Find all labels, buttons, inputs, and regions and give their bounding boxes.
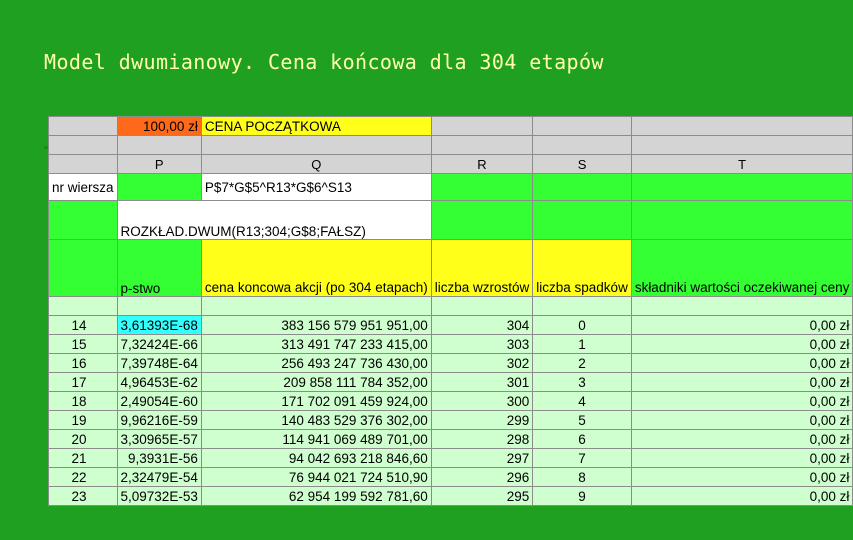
empty-cell xyxy=(201,297,431,316)
down-moves-cell[interactable]: 3 xyxy=(533,373,632,392)
empty-cell xyxy=(533,201,632,240)
table-row xyxy=(49,468,853,487)
table-row xyxy=(49,411,853,430)
down-moves-cell[interactable]: 5 xyxy=(533,411,632,430)
column-header-corner xyxy=(49,155,118,174)
down-moves-cell[interactable]: 9 xyxy=(533,487,632,506)
table-row xyxy=(49,487,853,506)
start-price-row xyxy=(49,117,853,136)
row-number-cell: 18 xyxy=(49,392,118,411)
probability-cell[interactable]: 9,3931E-56 xyxy=(117,449,201,468)
table-row xyxy=(49,316,853,335)
header-expected-value-components[interactable]: składniki wartości oczekiwanej ceny xyxy=(631,240,853,297)
up-moves-cell[interactable]: 302 xyxy=(431,354,533,373)
row-number-cell: 14 xyxy=(49,316,118,335)
empty-cell xyxy=(431,117,533,136)
slide-title: Model dwumianowy. Cena końcowa dla 304 etapów xyxy=(44,50,604,74)
probability-cell[interactable]: 5,09732E-53 xyxy=(117,487,201,506)
final-price-cell[interactable]: 313 491 747 233 415,00 xyxy=(201,335,431,354)
start-price-label[interactable]: CENA POCZĄTKOWA xyxy=(201,117,431,136)
up-moves-cell[interactable]: 296 xyxy=(431,468,533,487)
expected-value-cell[interactable]: 0,00 zł xyxy=(631,430,853,449)
row-label-header: nr wiersza xyxy=(49,174,118,201)
empty-cell xyxy=(533,117,632,136)
column-header-row xyxy=(49,155,853,174)
row-number-cell: 21 xyxy=(49,449,118,468)
spacer-row xyxy=(49,136,853,155)
final-price-cell[interactable]: 383 156 579 951 951,00 xyxy=(201,316,431,335)
expected-value-cell[interactable]: 0,00 zł xyxy=(631,487,853,506)
empty-cell xyxy=(631,117,853,136)
final-price-cell[interactable]: 140 483 529 376 302,00 xyxy=(201,411,431,430)
up-moves-cell[interactable]: 297 xyxy=(431,449,533,468)
down-moves-cell[interactable]: 2 xyxy=(533,354,632,373)
empty-cell xyxy=(49,201,118,240)
expected-value-cell[interactable]: 0,00 zł xyxy=(631,449,853,468)
formula-row-2 xyxy=(49,201,853,240)
down-moves-cell[interactable]: 7 xyxy=(533,449,632,468)
final-price-cell[interactable]: 62 954 199 592 781,60 xyxy=(201,487,431,506)
empty-cell xyxy=(431,136,533,155)
up-moves-cell[interactable]: 301 xyxy=(431,373,533,392)
empty-cell xyxy=(631,201,853,240)
up-moves-cell[interactable]: 299 xyxy=(431,411,533,430)
start-price-value[interactable]: 100,00 zł xyxy=(117,117,201,136)
empty-cell xyxy=(533,174,632,201)
header-final-price[interactable]: cena koncowa akcji (po 304 etapach) xyxy=(201,240,431,297)
row-number-cell: 23 xyxy=(49,487,118,506)
empty-cell xyxy=(431,201,533,240)
expected-value-cell[interactable]: 0,00 zł xyxy=(631,354,853,373)
header-probability[interactable]: p-stwo xyxy=(117,240,201,297)
empty-cell xyxy=(49,240,118,297)
table-row xyxy=(49,449,853,468)
probability-cell[interactable]: 7,32424E-66 xyxy=(117,335,201,354)
empty-cell xyxy=(431,297,533,316)
spacer-row xyxy=(49,297,853,316)
row-number-cell: 15 xyxy=(49,335,118,354)
down-moves-cell[interactable]: 1 xyxy=(533,335,632,354)
empty-cell xyxy=(533,136,632,155)
probability-cell[interactable]: 3,30965E-57 xyxy=(117,430,201,449)
down-moves-cell[interactable]: 4 xyxy=(533,392,632,411)
down-moves-cell[interactable]: 8 xyxy=(533,468,632,487)
column-header-q[interactable]: Q xyxy=(201,155,431,174)
formula-price-cell[interactable]: P$7*G$5^R13*G$6^S13 xyxy=(201,174,431,201)
table-row xyxy=(49,354,853,373)
row-number-cell: 22 xyxy=(49,468,118,487)
empty-cell xyxy=(631,297,853,316)
header-down-moves[interactable]: liczba spadków xyxy=(533,240,632,297)
final-price-cell[interactable]: 171 702 091 459 924,00 xyxy=(201,392,431,411)
probability-cell[interactable]: 9,96216E-59 xyxy=(117,411,201,430)
expected-value-cell[interactable]: 0,00 zł xyxy=(631,335,853,354)
empty-cell xyxy=(49,297,118,316)
header-up-moves[interactable]: liczba wzrostów xyxy=(431,240,533,297)
empty-cell xyxy=(631,174,853,201)
table-row xyxy=(49,335,853,354)
empty-cell xyxy=(117,297,201,316)
table-row xyxy=(49,373,853,392)
empty-cell xyxy=(631,136,853,155)
final-price-cell[interactable]: 209 858 111 784 352,00 xyxy=(201,373,431,392)
formula-row-1 xyxy=(49,174,853,201)
probability-cell[interactable]: 2,32479E-54 xyxy=(117,468,201,487)
up-moves-cell[interactable]: 303 xyxy=(431,335,533,354)
probability-cell[interactable]: 7,39748E-64 xyxy=(117,354,201,373)
up-moves-cell[interactable]: 300 xyxy=(431,392,533,411)
row-number-cell: 16 xyxy=(49,354,118,373)
formula-prob-cell[interactable]: ROZKŁAD.DWUM(R13;304;G$8;FAŁSZ) xyxy=(117,201,431,240)
up-moves-cell[interactable]: 298 xyxy=(431,430,533,449)
empty-cell xyxy=(117,174,201,201)
empty-cell xyxy=(533,297,632,316)
corner-cell xyxy=(49,117,118,136)
table-row xyxy=(49,430,853,449)
probability-cell[interactable]: 4,96453E-62 xyxy=(117,373,201,392)
up-moves-cell[interactable]: 304 xyxy=(431,316,533,335)
spreadsheet-table xyxy=(48,116,853,506)
expected-value-cell[interactable]: 0,00 zł xyxy=(631,392,853,411)
column-header-s[interactable]: S xyxy=(533,155,632,174)
row-number-cell: 19 xyxy=(49,411,118,430)
expected-value-cell[interactable]: 0,00 zł xyxy=(631,468,853,487)
final-price-cell[interactable]: 94 042 693 218 846,60 xyxy=(201,449,431,468)
table-row xyxy=(49,392,853,411)
expected-value-cell[interactable]: 0,00 zł xyxy=(631,316,853,335)
expected-value-cell[interactable]: 0,00 zł xyxy=(631,373,853,392)
probability-cell[interactable]: 3,61393E-68 xyxy=(117,316,201,335)
down-moves-cell[interactable]: 6 xyxy=(533,430,632,449)
up-moves-cell[interactable]: 295 xyxy=(431,487,533,506)
final-price-cell[interactable]: 114 941 069 489 701,00 xyxy=(201,430,431,449)
row-number-cell: 17 xyxy=(49,373,118,392)
row-number-cell: 20 xyxy=(49,430,118,449)
final-price-cell[interactable]: 256 493 247 736 430,00 xyxy=(201,354,431,373)
final-price-cell[interactable]: 76 944 021 724 510,90 xyxy=(201,468,431,487)
data-header-row xyxy=(49,240,853,297)
column-header-r[interactable]: R xyxy=(431,155,533,174)
empty-cell xyxy=(431,174,533,201)
down-moves-cell[interactable]: 0 xyxy=(533,316,632,335)
column-header-t[interactable]: T xyxy=(631,155,853,174)
empty-cell xyxy=(117,136,201,155)
probability-cell[interactable]: 2,49054E-60 xyxy=(117,392,201,411)
column-header-p[interactable]: P xyxy=(117,155,201,174)
empty-cell xyxy=(201,136,431,155)
empty-cell xyxy=(49,136,118,155)
expected-value-cell[interactable]: 0,00 zł xyxy=(631,411,853,430)
